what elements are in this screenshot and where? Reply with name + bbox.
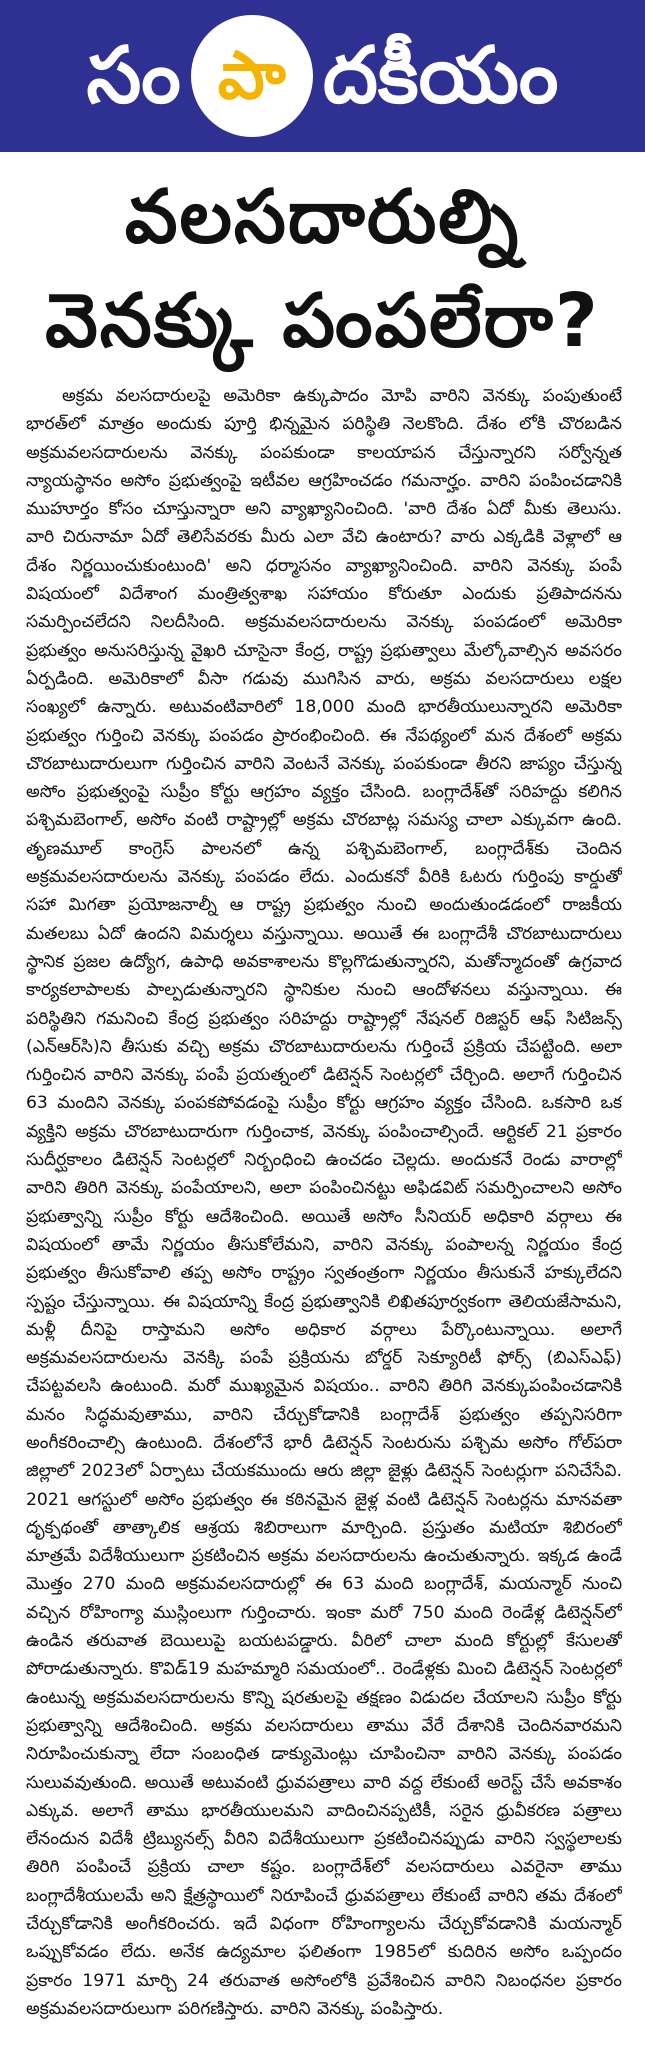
headline-line-2: వెనక్కు పంపలేరా? bbox=[45, 278, 600, 364]
masthead-left-text: సం bbox=[86, 31, 181, 121]
masthead-right-text: దకీయం bbox=[322, 31, 559, 121]
masthead bbox=[0, 0, 645, 152]
masthead-circle-text: పా bbox=[217, 37, 286, 114]
masthead-logo-circle bbox=[191, 15, 313, 137]
article-body: అక్రమ వలసదారులపై అమెరికా ఉక్కుపాదం మోపి వారిని వెనక్కు పంపుతుంటే భారత్‌లో మాత్రం అందుకు పూర్తి భిన్నమైన పరిస్థితి నెలకొంది. దేశం లోకి చొరబడిన అక్రమవలసదారులను వెనక్కు పంపకుండా కాలయాపన చేస్తున్నారని సర్వోన్నత న్యాయస్థానం అసోం ప్రభుత్వంపై ఇటీవల ఆగ్రహించడం గమనార్హం. వారిని పంపించడానికి ముహూర్తం కోసం చూస్తున్నారా అని వ్యాఖ్యానించింది. 'వారి దేశం ఏదో మీకు తెలుసు. వారి చిరునామా ఏదో తెలిసేవరకు మీరు ఎలా వేచి ఉంటారు? వారు ఎక్కడికి వెళ్లాలో ఆ దేశం నిర్ణయించుకుంటుంది' అని ధర్మాసనం వ్యాఖ్యానించింది. వారిని వెనక్కు పంపే విషయంలో విదేశాంగ మంత్రిత్వశాఖ సహాయం కోరుతూ ఎందుకు ప్రతిపాదనను సమర్పించలేదని నిలదీసింది. అక్రమవలసదారులను వెనక్కు పంపడంలో అమెరికా ప్రభుత్వం అనుసరిస్తున్న వైఖరి చూసైనా కేంద్ర, రాష్ట్ర ప్రభుత్వాలు మేల్కోవాల్సిన అవసరం ఏర్పడింది. అమెరికాలో వీసా గడువు ముగిసిన వారు, అక్రమ వలసదారులు లక్షల సంఖ్యలో ఉన్నారు. అటువంటివారిలో 18,000 మంది భారతీయులున్నారని అమెరికా ప్రభుత్వం గుర్తించి వెనక్కు పంపడం ప్రారంభించింది. ఈ నేపథ్యంలో మన దేశంలో అక్రమ చొరబాటుదారులుగా గుర్తించిన వారిని వెంటనే వెనక్కు పంపకుండా తీరని జాప్యం చేస్తున్న అసోం ప్రభుత్వంపై సుప్రీం కోర్టు ఆగ్రహం వ్యక్తం చేసింది. బంగ్లాదేశ్‌తో సరిహద్దు కలిగిన పశ్చిమబెంగాల్, అసోం వంటి రాష్ట్రాల్లో అక్రమ చొరబాట్ల సమస్య చాలా ఎక్కువగా ఉంది. తృణమూల్ కాంగ్రెస్ పాలనలో ఉన్న పశ్చిమబెంగాల్, బంగ్లాదేశ్‌కు చెందిన అక్రమవలసదారులను వెనక్కు పంపడం లేదు. ఎందుకనో వీరికి ఓటరు గుర్తింపు కార్డుతో సహా మిగతా ప్రయోజనాల్నీ ఆ రాష్ట్ర ప్రభుత్వం నుంచి అందుతుండడంలో రాజకీయ మతలబు ఏదో ఉందని విమర్శలు వస్తున్నాయి. అయితే ఈ బంగ్లాదేశీ చొరబాటుదారులు స్థానిక ప్రజల ఉద్యోగ, ఉపాధి అవకాశాలను కొల్లగొడుతున్నారని, మతోన్మాదంతో ఉగ్రవాద కార్యకలాపాలకు పాల్పడుతున్నారని స్థానికుల నుంచి ఆందోళనలు వస్తున్నాయి. ఈ పరిస్థితిని గమనించి కేంద్ర ప్రభుత్వం సరిహద్దు రాష్ట్రాల్లో నేషనల్ రిజిస్టర్ ఆఫ్ సిటిజన్స్ (ఎన్ఆర్‌సి)ని తీసుకు వచ్చి అక్రమ చొరబాటుదారులను గుర్తించే ప్రక్రియ చేపట్టింది. అలా గుర్తించిన వారిని వెనక్కు పంపే ప్రయత్నంలో డిటెన్షన్ సెంటర్లలో చేర్చింది. అలాగే గుర్తించిన 63 మందిని వెనక్కు పంపకపోవడంపై సుప్రీం కోర్టు ఆగ్రహం వ్యక్తం చేసింది. ఒకసారి ఒక వ్యక్తిని అక్రమ చొరబాటుదారుగా గుర్తించాక, వెనక్కు పంపించాల్సిందే. ఆర్టికల్ 21 ప్రకారం సుదీర్ఘకాలం డిటెన్షన్ సెంటర్లలో నిర్బంధించి ఉంచడం చెల్లదు. అందుకనే రెండు వారాల్లో వారిని తిరిగి వెనక్కు పంపేయాలని, అలా పంపించినట్టు అఫిడవిట్ సమర్పించాలని అసోం ప్రభుత్వాన్ని సుప్రీం కోర్టు ఆదేశించింది. అయితే అసోం సీనియర్ అధికారి వర్గాలు ఈ విషయంలో తామే నిర్ణయం తీసుకోలేమని, వారిని వెనక్కు పంపాలన్న నిర్ణయం కేంద్ర ప్రభుత్వం తీసుకోవాలి తప్ప అసోం రాష్ట్రం స్వతంత్రంగా నిర్ణయం తీసుకునే హక్కులేదని స్పష్టం చేస్తున్నాయి. ఈ విషయాన్ని కేంద్ర ప్రభుత్వానికి లిఖితపూర్వకంగా తెలియజేసామని, మళ్లీ దీనిపై రాస్తామని అసోం అధికార వర్గాలు పేర్కొంటున్నాయి. అలాగే అక్రమవలసదారులను వెనక్కి పంపే ప్రక్రియను బోర్డర్ సెక్యూరిటీ ఫోర్స్ (బిఎస్ఎఫ్) చేపట్టవలసి ఉంటుంది. మరో ముఖ్యమైన విషయం.. వారిని తిరిగి వెనక్కుపంపించడానికి మనం సిద్ధమవుతాము, వారిని చేర్చుకోడానికి బంగ్లాదేశ్ ప్రభుత్వం తప్పనిసరిగా అంగీకరించాల్సి ఉంటుంది. దేశంలోనే భారీ డిటెన్షన్ సెంటరును పశ్చిమ అసోం గోల్‌పరా జిల్లాలో 2023లో ఏర్పాటు చేయకముందు ఆరు జిల్లా జైళ్లు డిటెన్షన్ సెంటర్లుగా పనిచేసేవి. 2021 ఆగస్టులో అసోం ప్రభుత్వం ఈ కఠినమైన జైళ్ల వంటి డిటెన్షన్ సెంటర్లను మానవతా దృక్పథంతో తాత్కాలిక ఆశ్రయ శిబిరాలుగా మార్చింది. ప్రస్తుతం మటియా శిబిరంలో మాత్రమే విదేశీయులుగా ప్రకటించిన అక్రమ వలసదారులను ఉంచుతున్నారు. ఇక్కడ ఉండే మొత్తం 270 మంది అక్రమవలసదారుల్లో ఈ 63 మంది బంగ్లాదేశ్, మయన్మార్ నుంచి వచ్చిన రోహింగ్యా ముస్లింలుగా గుర్తించారు. ఇంకా మరో 750 మంది రెండేళ్ల డిటెన్షన్‌లో ఉండిన తరువాత బెయిలుపై బయటపడ్డారు. వీరిలో చాలా మంది కోర్టుల్లో కేసులతో పోరాడుతున్నారు. కొవిడ్19 మహమ్మారి సమయంలో.. రెండేళ్లకు మించి డిటెన్షన్ సెంటర్లలో ఉంటున్న అక్రమవలసదారులను కొన్ని షరతులపై తక్షణం విడుదల చేయాలని సుప్రీం కోర్టు ప్రభుత్వాన్ని ఆదేశించింది. అక్రమ వలసదారులు తాము వేరే దేశానికి చెందినవారమని నిరూపించుకున్నా లేదా సంబంధిత డాక్యుమెంట్లు చూపించినా వారిని వెనక్కు పంపడం సులువవుతుంది. అయితే అటువంటి ధ్రువపత్రాలు వారి వద్ద లేకుంటే అరెస్ట్ చేసే అవకాశం ఎక్కువ. అలాగే తాము భారతీయులమని వాదించినప్పటికీ, సరైన ధ్రువీకరణ పత్రాలు లేనందున విదేశీ ట్రిబ్యునల్స్ వీరిని విదేశీయులుగా ప్రకటించినప్పుడు వారిని స్వస్థలాలకు తిరిగి పంపించే ప్రక్రియ చాలా కష్టం. బంగ్లాదేశ్‌లో వలసదారులు ఎవరైనా తాము బంగ్లాదేశీయులమే అని క్షేత్రస్థాయిలో నిరూపించే ధ్రువపత్రాలు లేకుంటే వారిని తమ దేశంలో చేర్చుకోడానికి అంగీకరించరు. ఇదే విధంగా రోహింగ్యాలను చేర్చుకోవడానికి మయన్మార్ ఒప్పుకోవడం లేదు. అనేక ఉద్యమాల ఫలితంగా 1985లో కుదిరిన అసోం ఒప్పందం ప్రకారం 1971 మార్చి 24 తరువాత అసోంలోకి ప్రవేశించిన వారిని నిబంధనల ప్రకారం అక్రమవలసదారులుగా పరిగణిస్తారు. వారిని వెనక్కు పంపిస్తారు. bbox=[26, 386, 622, 2019]
headline bbox=[0, 165, 645, 373]
headline-line-1: వలసదారుల్ని bbox=[124, 174, 521, 260]
